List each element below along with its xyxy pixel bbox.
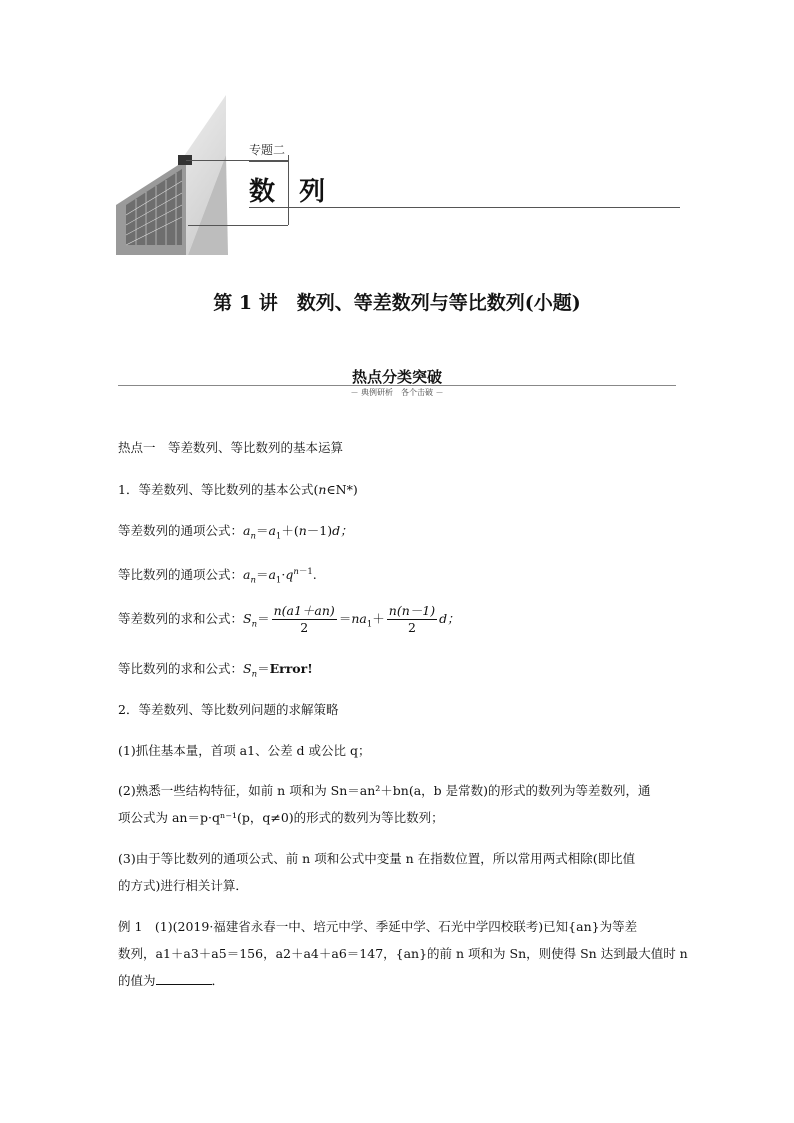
frac2-num: n(n－1): [388, 603, 436, 618]
section-subtitle: － 典例研析 各个击破 －: [350, 388, 444, 397]
f4-label: 等比数列的求和公式：: [118, 661, 244, 676]
formula-geo-sum: 等比数列的求和公式：$S_n=Error$!: [118, 661, 313, 680]
example-line1: 例 1 (1)(2019·福建省永春一中、培元中学、季延中学、石光中学四校联考)已知{an}为等差: [118, 919, 638, 934]
lecture-title: 第 1 讲 数列、等差数列与等比数列(小题): [213, 292, 581, 314]
fraction-1: [272, 603, 337, 636]
formula-geo-general: 等比数列的通项公式：$a_n=a_1\cdot q^{n-1}$.: [118, 567, 317, 586]
formula-arith-general: 等差数列的通项公式：$a_n=a_1+(n-1)d$；: [118, 523, 353, 542]
f3-tail: d；: [439, 611, 460, 626]
paragraph-basic-formulas: [118, 481, 358, 499]
p1-var: n: [318, 482, 327, 497]
formula-arith-sum: 等差数列的求和公式：$S_n=$ $\frac{n(a1+an)}{2}$ $=na_1+$ $\frac{n(n-1)}{2}$ d；: [118, 603, 460, 635]
topic-label: 专题二: [249, 143, 286, 157]
frac1-num: n(a1＋an): [273, 603, 335, 618]
strategy-2-line2: 项公式为 an＝p·qⁿ⁻¹(p，q≠0)的形式的数列为等比数列；: [118, 810, 444, 825]
f3-label: 等差数列的求和公式：: [118, 611, 244, 626]
section-title: 热点分类突破: [351, 368, 442, 386]
paragraph-strategies: 2．等差数列、等比数列问题的求解策略: [118, 702, 339, 717]
strategy-2-line1: (2)熟悉一些结构特征，如前 n 项和为 Sn＝an²＋bn(a，b 是常数)的形式的数列为等差数列，通: [118, 783, 651, 798]
header-banner: [116, 95, 680, 255]
hotspot-heading: 热点一 等差数列、等比数列的基本运算: [118, 440, 344, 455]
example-line3-text: 的值为: [118, 973, 156, 988]
banner-rule-bottom: [188, 225, 288, 226]
example-line3: 的值为 ．: [118, 973, 225, 988]
f1-tail: d；: [332, 523, 353, 538]
f1-label: 等差数列的通项公式：: [118, 523, 244, 538]
strategy-1: (1)抓住基本量，首项 a1、公差 d 或公比 q；: [118, 743, 371, 758]
topic-title: 数 列: [249, 177, 328, 207]
strategy-3-line1: (3)由于等比数列的通项公式、前 n 项和公式中变量 n 在指数位置，所以常用两式相除(即比值: [118, 851, 636, 866]
frac1-den: 2: [300, 620, 309, 635]
answer-blank[interactable]: [156, 972, 212, 985]
error-text: Error!: [269, 661, 313, 676]
f2-label: 等比数列的通项公式：: [118, 567, 244, 583]
title-rule: [249, 207, 680, 208]
topic-label-underline: [249, 161, 289, 162]
fraction-2: [387, 603, 437, 636]
section-rule: [118, 385, 676, 386]
frac2-den: 2: [407, 620, 416, 635]
example-line2: 数列，a1＋a3＋a5＝156，a2＋a4＋a6＝147，{an}的前 n 项和为 Sn，则使得 Sn 达到最大值时 n: [118, 946, 688, 961]
p1-prefix: 1．等差数列、等比数列的基本公式(: [118, 482, 319, 497]
strategy-3-line2: 的方式)进行相关计算．: [118, 878, 248, 893]
p1-suffix: ∈N*): [326, 482, 358, 497]
